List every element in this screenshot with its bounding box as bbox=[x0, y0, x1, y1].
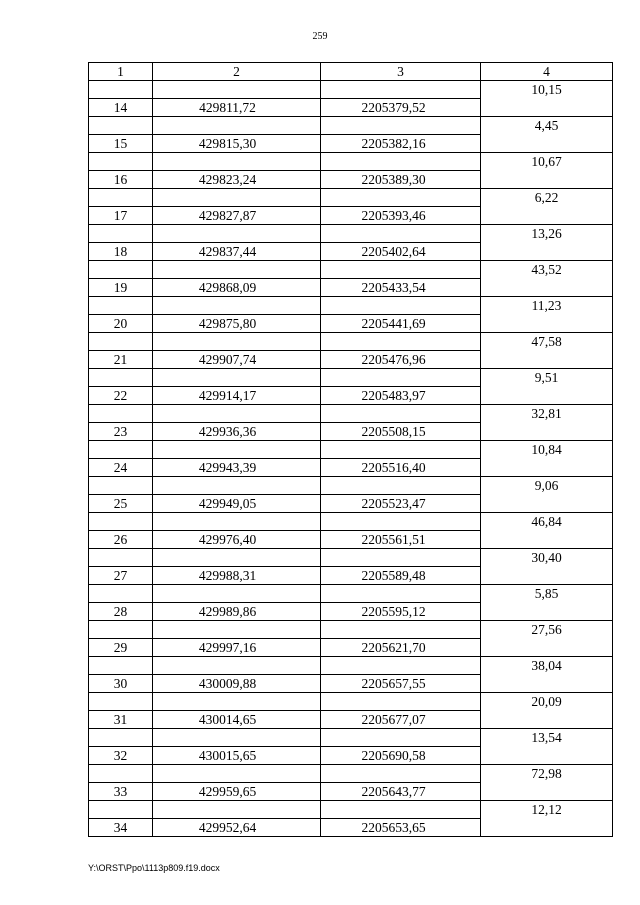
table-row bbox=[89, 639, 613, 657]
point-number-cell: 17 bbox=[89, 207, 153, 225]
x-coordinate-cell: 429875,80 bbox=[153, 315, 321, 333]
distance-cell: 43,52 bbox=[481, 261, 613, 279]
table-row bbox=[89, 531, 613, 549]
y-coordinate-cell bbox=[321, 225, 481, 243]
distance-cell bbox=[481, 603, 613, 621]
point-number-cell: 24 bbox=[89, 459, 153, 477]
table-row bbox=[89, 513, 613, 531]
x-coordinate-cell: 429936,36 bbox=[153, 423, 321, 441]
table-row bbox=[89, 441, 613, 459]
header-col-1: 1 bbox=[89, 63, 153, 81]
table-row bbox=[89, 153, 613, 171]
y-coordinate-cell: 2205382,16 bbox=[321, 135, 481, 153]
page-number: 259 bbox=[312, 31, 328, 42]
point-number-cell: 22 bbox=[89, 387, 153, 405]
table-row bbox=[89, 387, 613, 405]
y-coordinate-cell bbox=[321, 441, 481, 459]
point-number-cell: 21 bbox=[89, 351, 153, 369]
distance-cell bbox=[481, 387, 613, 405]
y-coordinate-cell: 2205595,12 bbox=[321, 603, 481, 621]
table-row bbox=[89, 729, 613, 747]
distance-cell bbox=[481, 747, 613, 765]
x-coordinate-cell: 429989,86 bbox=[153, 603, 321, 621]
y-coordinate-cell bbox=[321, 261, 481, 279]
distance-cell: 4,45 bbox=[481, 117, 613, 135]
distance-cell bbox=[481, 459, 613, 477]
y-coordinate-cell: 2205657,55 bbox=[321, 675, 481, 693]
table-row bbox=[89, 459, 613, 477]
distance-cell: 6,22 bbox=[481, 189, 613, 207]
y-coordinate-cell: 2205402,64 bbox=[321, 243, 481, 261]
point-number-cell bbox=[89, 297, 153, 315]
x-coordinate-cell: 430009,88 bbox=[153, 675, 321, 693]
x-coordinate-cell: 429952,64 bbox=[153, 819, 321, 837]
y-coordinate-cell bbox=[321, 477, 481, 495]
table-row bbox=[89, 243, 613, 261]
distance-cell bbox=[481, 351, 613, 369]
x-coordinate-cell bbox=[153, 81, 321, 99]
table-row bbox=[89, 261, 613, 279]
table-row bbox=[89, 567, 613, 585]
point-number-cell: 30 bbox=[89, 675, 153, 693]
point-number-cell: 25 bbox=[89, 495, 153, 513]
y-coordinate-cell: 2205389,30 bbox=[321, 171, 481, 189]
table-row bbox=[89, 585, 613, 603]
distance-cell: 30,40 bbox=[481, 549, 613, 567]
distance-cell bbox=[481, 675, 613, 693]
distance-cell: 12,12 bbox=[481, 801, 613, 819]
y-coordinate-cell bbox=[321, 333, 481, 351]
distance-cell bbox=[481, 531, 613, 549]
y-coordinate-cell bbox=[321, 657, 481, 675]
distance-cell bbox=[481, 495, 613, 513]
point-number-cell bbox=[89, 333, 153, 351]
x-coordinate-cell: 429815,30 bbox=[153, 135, 321, 153]
header-col-4: 4 bbox=[481, 63, 613, 81]
table-row bbox=[89, 171, 613, 189]
point-number-cell: 19 bbox=[89, 279, 153, 297]
x-coordinate-cell bbox=[153, 513, 321, 531]
table-row bbox=[89, 549, 613, 567]
y-coordinate-cell bbox=[321, 297, 481, 315]
x-coordinate-cell: 429959,65 bbox=[153, 783, 321, 801]
distance-cell: 13,54 bbox=[481, 729, 613, 747]
y-coordinate-cell: 2205677,07 bbox=[321, 711, 481, 729]
table-row bbox=[89, 621, 613, 639]
distance-cell: 13,26 bbox=[481, 225, 613, 243]
point-number-cell bbox=[89, 585, 153, 603]
table-row bbox=[89, 225, 613, 243]
x-coordinate-cell bbox=[153, 729, 321, 747]
y-coordinate-cell bbox=[321, 189, 481, 207]
y-coordinate-cell bbox=[321, 405, 481, 423]
x-coordinate-cell: 429823,24 bbox=[153, 171, 321, 189]
distance-cell bbox=[481, 99, 613, 117]
table-row bbox=[89, 747, 613, 765]
distance-cell: 47,58 bbox=[481, 333, 613, 351]
table-row bbox=[89, 207, 613, 225]
x-coordinate-cell bbox=[153, 261, 321, 279]
x-coordinate-cell: 429997,16 bbox=[153, 639, 321, 657]
distance-cell bbox=[481, 207, 613, 225]
x-coordinate-cell: 429907,74 bbox=[153, 351, 321, 369]
y-coordinate-cell bbox=[321, 765, 481, 783]
y-coordinate-cell bbox=[321, 81, 481, 99]
x-coordinate-cell: 429914,17 bbox=[153, 387, 321, 405]
table-row bbox=[89, 783, 613, 801]
x-coordinate-cell bbox=[153, 117, 321, 135]
table-row bbox=[89, 135, 613, 153]
x-coordinate-cell: 429976,40 bbox=[153, 531, 321, 549]
point-number-cell bbox=[89, 801, 153, 819]
point-number-cell bbox=[89, 621, 153, 639]
x-coordinate-cell: 429949,05 bbox=[153, 495, 321, 513]
distance-cell bbox=[481, 135, 613, 153]
distance-cell bbox=[481, 423, 613, 441]
y-coordinate-cell: 2205653,65 bbox=[321, 819, 481, 837]
y-coordinate-cell: 2205508,15 bbox=[321, 423, 481, 441]
point-number-cell bbox=[89, 477, 153, 495]
table-row bbox=[89, 495, 613, 513]
x-coordinate-cell: 430015,65 bbox=[153, 747, 321, 765]
point-number-cell bbox=[89, 81, 153, 99]
x-coordinate-cell: 429837,44 bbox=[153, 243, 321, 261]
x-coordinate-cell bbox=[153, 657, 321, 675]
table-row bbox=[89, 693, 613, 711]
y-coordinate-cell bbox=[321, 513, 481, 531]
table-row bbox=[89, 351, 613, 369]
point-number-cell bbox=[89, 225, 153, 243]
table-row bbox=[89, 801, 613, 819]
distance-cell bbox=[481, 819, 613, 837]
y-coordinate-cell bbox=[321, 117, 481, 135]
y-coordinate-cell bbox=[321, 369, 481, 387]
distance-cell bbox=[481, 639, 613, 657]
table-row bbox=[89, 333, 613, 351]
footer-file-path: Y:\ORST\Ppo\1113p809.f19.docx bbox=[88, 863, 220, 873]
table-row bbox=[89, 765, 613, 783]
table-row bbox=[89, 711, 613, 729]
y-coordinate-cell: 2205476,96 bbox=[321, 351, 481, 369]
point-number-cell: 14 bbox=[89, 99, 153, 117]
point-number-cell: 23 bbox=[89, 423, 153, 441]
table-row bbox=[89, 405, 613, 423]
header-col-3: 3 bbox=[321, 63, 481, 81]
point-number-cell bbox=[89, 513, 153, 531]
x-coordinate-cell: 429943,39 bbox=[153, 459, 321, 477]
y-coordinate-cell: 2205433,54 bbox=[321, 279, 481, 297]
distance-cell: 38,04 bbox=[481, 657, 613, 675]
x-coordinate-cell bbox=[153, 297, 321, 315]
distance-cell bbox=[481, 171, 613, 189]
x-coordinate-cell: 429988,31 bbox=[153, 567, 321, 585]
y-coordinate-cell bbox=[321, 693, 481, 711]
y-coordinate-cell: 2205379,52 bbox=[321, 99, 481, 117]
distance-cell bbox=[481, 279, 613, 297]
distance-cell: 32,81 bbox=[481, 405, 613, 423]
y-coordinate-cell bbox=[321, 729, 481, 747]
x-coordinate-cell bbox=[153, 369, 321, 387]
y-coordinate-cell bbox=[321, 585, 481, 603]
distance-cell: 20,09 bbox=[481, 693, 613, 711]
distance-cell bbox=[481, 567, 613, 585]
y-coordinate-cell: 2205561,51 bbox=[321, 531, 481, 549]
table-row bbox=[89, 189, 613, 207]
x-coordinate-cell bbox=[153, 225, 321, 243]
point-number-cell: 32 bbox=[89, 747, 153, 765]
y-coordinate-cell: 2205441,69 bbox=[321, 315, 481, 333]
point-number-cell bbox=[89, 549, 153, 567]
point-number-cell bbox=[89, 441, 153, 459]
point-number-cell: 29 bbox=[89, 639, 153, 657]
table-row bbox=[89, 81, 613, 99]
table-header bbox=[89, 63, 613, 81]
distance-cell: 5,85 bbox=[481, 585, 613, 603]
x-coordinate-cell bbox=[153, 405, 321, 423]
table-body bbox=[89, 81, 613, 837]
distance-cell: 10,15 bbox=[481, 81, 613, 99]
distance-cell: 10,67 bbox=[481, 153, 613, 171]
table-row bbox=[89, 297, 613, 315]
y-coordinate-cell bbox=[321, 621, 481, 639]
y-coordinate-cell: 2205589,48 bbox=[321, 567, 481, 585]
header-col-2: 2 bbox=[153, 63, 321, 81]
distance-cell bbox=[481, 315, 613, 333]
y-coordinate-cell: 2205690,58 bbox=[321, 747, 481, 765]
point-number-cell: 34 bbox=[89, 819, 153, 837]
y-coordinate-cell: 2205516,40 bbox=[321, 459, 481, 477]
table-row bbox=[89, 477, 613, 495]
y-coordinate-cell: 2205483,97 bbox=[321, 387, 481, 405]
table-row bbox=[89, 819, 613, 837]
point-number-cell: 31 bbox=[89, 711, 153, 729]
coordinates-table bbox=[88, 62, 613, 837]
table-row bbox=[89, 657, 613, 675]
table-row bbox=[89, 99, 613, 117]
x-coordinate-cell bbox=[153, 801, 321, 819]
distance-cell: 46,84 bbox=[481, 513, 613, 531]
y-coordinate-cell: 2205393,46 bbox=[321, 207, 481, 225]
header-row bbox=[89, 63, 613, 81]
y-coordinate-cell: 2205523,47 bbox=[321, 495, 481, 513]
x-coordinate-cell bbox=[153, 189, 321, 207]
point-number-cell bbox=[89, 657, 153, 675]
point-number-cell: 33 bbox=[89, 783, 153, 801]
table-row bbox=[89, 675, 613, 693]
table-row bbox=[89, 603, 613, 621]
x-coordinate-cell bbox=[153, 441, 321, 459]
distance-cell bbox=[481, 783, 613, 801]
x-coordinate-cell: 429827,87 bbox=[153, 207, 321, 225]
point-number-cell bbox=[89, 693, 153, 711]
distance-cell: 9,51 bbox=[481, 369, 613, 387]
point-number-cell bbox=[89, 261, 153, 279]
x-coordinate-cell: 430014,65 bbox=[153, 711, 321, 729]
distance-cell: 10,84 bbox=[481, 441, 613, 459]
distance-cell: 27,56 bbox=[481, 621, 613, 639]
point-number-cell: 20 bbox=[89, 315, 153, 333]
table-row bbox=[89, 315, 613, 333]
y-coordinate-cell: 2205621,70 bbox=[321, 639, 481, 657]
y-coordinate-cell: 2205643,77 bbox=[321, 783, 481, 801]
x-coordinate-cell bbox=[153, 765, 321, 783]
point-number-cell bbox=[89, 153, 153, 171]
point-number-cell bbox=[89, 765, 153, 783]
y-coordinate-cell bbox=[321, 801, 481, 819]
x-coordinate-cell bbox=[153, 477, 321, 495]
point-number-cell bbox=[89, 405, 153, 423]
x-coordinate-cell bbox=[153, 549, 321, 567]
y-coordinate-cell bbox=[321, 153, 481, 171]
point-number-cell: 28 bbox=[89, 603, 153, 621]
table-row bbox=[89, 117, 613, 135]
point-number-cell bbox=[89, 117, 153, 135]
y-coordinate-cell bbox=[321, 549, 481, 567]
distance-cell: 72,98 bbox=[481, 765, 613, 783]
table-row bbox=[89, 279, 613, 297]
table-row bbox=[89, 369, 613, 387]
point-number-cell bbox=[89, 189, 153, 207]
x-coordinate-cell: 429811,72 bbox=[153, 99, 321, 117]
distance-cell: 9,06 bbox=[481, 477, 613, 495]
point-number-cell: 18 bbox=[89, 243, 153, 261]
point-number-cell bbox=[89, 369, 153, 387]
distance-cell bbox=[481, 711, 613, 729]
point-number-cell: 27 bbox=[89, 567, 153, 585]
x-coordinate-cell: 429868,09 bbox=[153, 279, 321, 297]
x-coordinate-cell bbox=[153, 585, 321, 603]
distance-cell bbox=[481, 243, 613, 261]
point-number-cell: 15 bbox=[89, 135, 153, 153]
point-number-cell: 16 bbox=[89, 171, 153, 189]
x-coordinate-cell bbox=[153, 621, 321, 639]
table-row bbox=[89, 423, 613, 441]
point-number-cell: 26 bbox=[89, 531, 153, 549]
x-coordinate-cell bbox=[153, 153, 321, 171]
distance-cell: 11,23 bbox=[481, 297, 613, 315]
point-number-cell bbox=[89, 729, 153, 747]
x-coordinate-cell bbox=[153, 333, 321, 351]
x-coordinate-cell bbox=[153, 693, 321, 711]
